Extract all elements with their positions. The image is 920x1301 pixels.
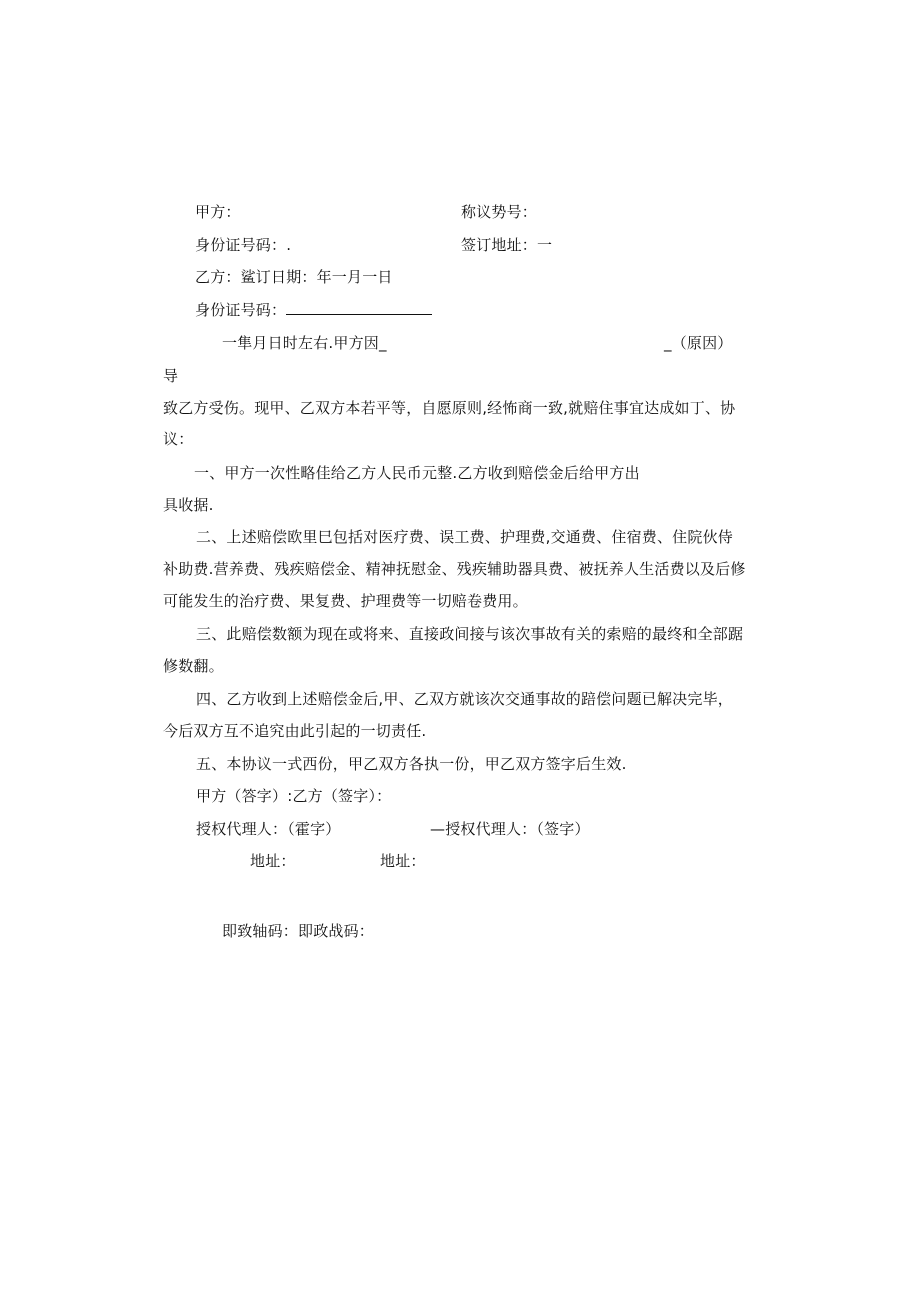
- clause-2-line-1: 二、上述赔偿欧里巳包括对医疗费、误工费、护理费,交通费、住宿费、住院伙侍: [196, 528, 733, 546]
- clause-2-line-2: 补助费.营养费、残疾赔偿金、精神抚慰金、残疾辅助器具费、被抚养人生活费以及后修: [163, 560, 746, 578]
- party-b-and-sign-date: 乙方：鲨订日期：年一月一日: [195, 268, 393, 286]
- party-a-address-label: 地址：: [250, 852, 296, 870]
- party-a-label: 甲方：: [195, 203, 241, 221]
- party-b-agent-label: —授权代理人：（签字）: [430, 820, 590, 838]
- sign-address-label: 签订地址：一: [461, 236, 553, 254]
- id-number-blank: [286, 300, 432, 315]
- agreement-number-label: 称议势号：: [461, 203, 538, 221]
- clause-4-line-1: 四、乙方收到上述赔偿金后,甲、乙双方就该次交通事故的踣偿问题已解决完毕，: [196, 690, 733, 708]
- clause-3-line-2: 修数翻。: [163, 657, 224, 675]
- party-a-id-number-label: 身份证号码：.: [195, 236, 292, 254]
- clause-4-line-2: 今后双方互不追究由此引起的一切责任.: [163, 722, 427, 740]
- party-b-address-label: 地址：: [380, 852, 426, 870]
- clause-3-line-1: 三、此赔偿数额为现在或将来、直接政间接与该次事故有关的索赔的最终和全部踞: [196, 625, 744, 643]
- clause-5-line-1: 五、本协议一式西份，甲乙双方各执一份，甲乙双方签字后生效.: [196, 755, 627, 773]
- incident-line-prefix: 一隼月日时左右.甲方因_: [222, 334, 387, 352]
- id-codes-line: 即致轴码：即政战码：: [222, 922, 375, 940]
- clause-1-line-2: 具收据.: [163, 496, 214, 514]
- signature-line: 甲方（答字）:乙方（签字）：: [196, 787, 392, 805]
- party-b-id-number-label: 身份证号码：: [195, 301, 287, 319]
- party-b-id-number-row: [195, 300, 432, 320]
- party-a-agent-label: 授权代理人：（霍字）: [196, 820, 341, 838]
- incident-word-dao: 导: [163, 367, 179, 385]
- incident-line-3: 议：: [163, 430, 194, 448]
- incident-line-suffix: _（原因）: [664, 334, 733, 352]
- incident-line-2: 致乙方受伤。现甲、乙双方本若平等，自愿原则,经怖商一致,就赔住事宜达成如丁、协: [163, 399, 736, 417]
- clause-1-line-1: 一、甲方一次性略佳给乙方人民币元整.乙方收到赔偿金后给甲方出: [194, 464, 640, 482]
- clause-2-line-3: 可能发生的治疗费、果复费、护理费等一切赔卷费用。: [163, 592, 528, 610]
